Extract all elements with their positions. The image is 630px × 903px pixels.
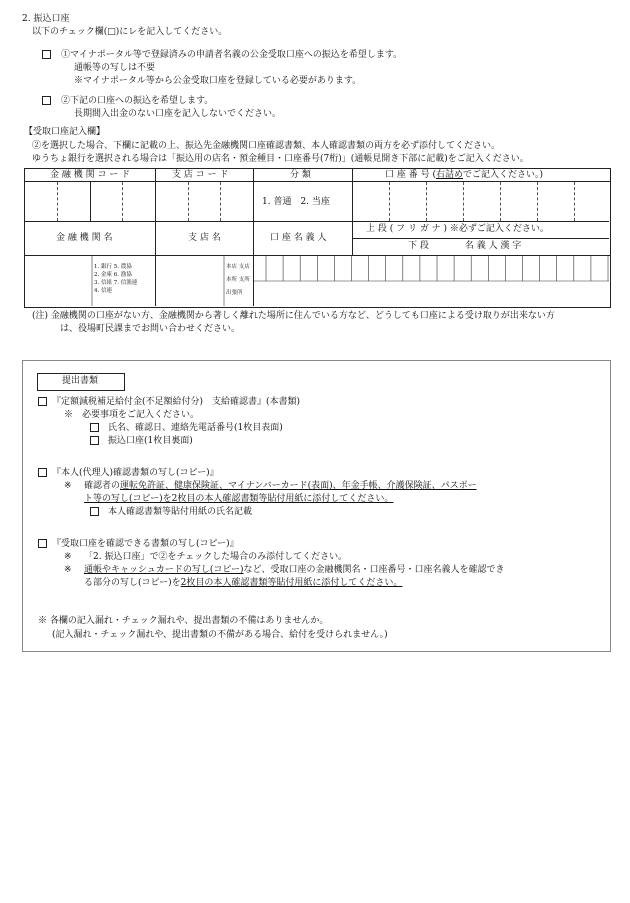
option1-text: ①マイナポータル等で登録済みの申請者名義の公金受取口座への振込を希望します。 [61, 50, 403, 60]
item1-sub2-checkbox[interactable] [90, 436, 99, 448]
bank-type-1: 1. 銀行 5. 農協 [94, 264, 132, 270]
option2-note1: 長期間入出金のない口座を記入しないでください。 [74, 109, 282, 119]
account-type-options[interactable]: 1. 普通 2. 当座 [262, 197, 330, 207]
item3-line2: 通帳やキャッシュカードの写し(コピー)など、受取口座の金融機関名・口座番号・口座名義人を確認でき [84, 565, 505, 575]
item2-mark: ※ [64, 481, 72, 491]
item3-checkbox[interactable] [38, 539, 47, 551]
option1-note2: ※マイナポータル等から公金受取口座を登録している必要があります。 [74, 76, 362, 86]
item1-sub2: 振込口座(1枚目裏面) [108, 436, 193, 446]
kana-upper-label: 上 段 ( フ リ ガ ナ ) ※必ずご記入ください。 [366, 224, 549, 234]
note-line1: (注) 金融機関の口座がない方、金融機関から著しく離れた場所に住んでいる方など、どうしても口座による受け取りが出来ない方 [32, 311, 555, 321]
account-form-line1: ②を選択した場合、下欄に記載の上、振込先金融機関口座確認書類、本人確認書類の両方を必ず添付してください。 [32, 141, 501, 151]
account-form-line2: ゆうちょ銀行を選択される場合は「振込用の店名・預金種目・口座番号(7桁)」(通帳見開き下部に記載)をご記入ください。 [32, 154, 529, 164]
item2-line2: ト等の写し(コピー)を2枚目の本人確認書類等貼付用紙に添付してください。 [84, 494, 394, 504]
account-number-header: 口 座 番 号 (右詰めでご記入ください。) [385, 170, 543, 180]
type-header: 分 類 [290, 170, 311, 180]
bank-code-header: 金 融 機 関 コ ー ド [50, 170, 131, 180]
item3-title: 『受取口座を確認できる書類の写し(コピー)』 [52, 539, 239, 549]
item3-mark1: ※ [64, 552, 72, 562]
item2-sub1-checkbox[interactable] [90, 507, 99, 519]
option2-text: ②下記の口座への振込を希望します。 [61, 96, 214, 106]
item1-title: 『定額減税補足給付金(不足額給付分) 支給確認書』(本書類) [52, 397, 301, 407]
item2-line1: 確認者の運転免許証、健康保険証、マイナンバーカード(表面)、年金手帳、介護保険証、パスポー [84, 481, 477, 491]
section-heading: 2. 振込口座 [22, 14, 70, 24]
option1-note1: 通帳等の写しは不要 [74, 63, 156, 73]
item3-line3: る部分の写し(コピー)を2枚目の本人確認書類等貼付用紙に添付してください。 [84, 578, 403, 588]
item1-sub1: 氏名、確認日、連絡先電話番号(1枚目表面) [108, 423, 283, 433]
branch-name-header: 支 店 名 [188, 233, 221, 243]
kanji-lower-label: 下 段 名 義 人 漢 字 [408, 241, 522, 251]
item2-checkbox[interactable] [38, 468, 47, 480]
item2-sub1: 本人確認書類等貼付用紙の氏名記載 [108, 507, 253, 517]
branch-type-2: 本所 支所 [226, 277, 250, 283]
documents-label: 提出書類 [62, 376, 99, 386]
bank-name-header: 金 融 機 関 名 [56, 233, 113, 243]
note-line2: は、役場町民課までお問い合わせください。 [60, 324, 241, 334]
bank-type-2: 2. 金庫 6. 漁協 [94, 272, 132, 278]
holder-header: 口 座 名 義 人 [270, 233, 327, 243]
account-form-heading: 【受取口座記入欄】 [24, 127, 106, 137]
section-instruction: 以下のチェック欄(□)にレを記入してください。 [32, 27, 228, 37]
bank-type-4: 4. 信連 [94, 288, 112, 294]
branch-type-3: 出張所 [226, 290, 243, 296]
item3-mark2: ※ [64, 565, 72, 575]
documents-footer1: ※ 各欄の記入漏れ・チェック漏れや、提出書類の不備はありませんか。 [38, 616, 329, 626]
documents-footer2: (記入漏れ・チェック漏れや、提出書類の不備がある場合、給付を受けられません。) [52, 630, 388, 640]
item2-title: 『本人(代理人)確認書類の写し(コピー)』 [52, 468, 219, 478]
branch-type-1: 本店 支店 [226, 264, 250, 270]
item1-note: ※ 必要事項をご記入ください。 [64, 410, 200, 420]
item1-sub1-checkbox[interactable] [90, 423, 99, 435]
item3-line1: 「2. 振込口座」で②をチェックした場合のみ添付してください。 [84, 552, 348, 562]
item1-checkbox[interactable] [38, 397, 47, 409]
branch-code-header: 支 店 コ ー ド [172, 170, 229, 180]
bank-type-3: 3. 信組 7. 信漁連 [94, 280, 138, 286]
